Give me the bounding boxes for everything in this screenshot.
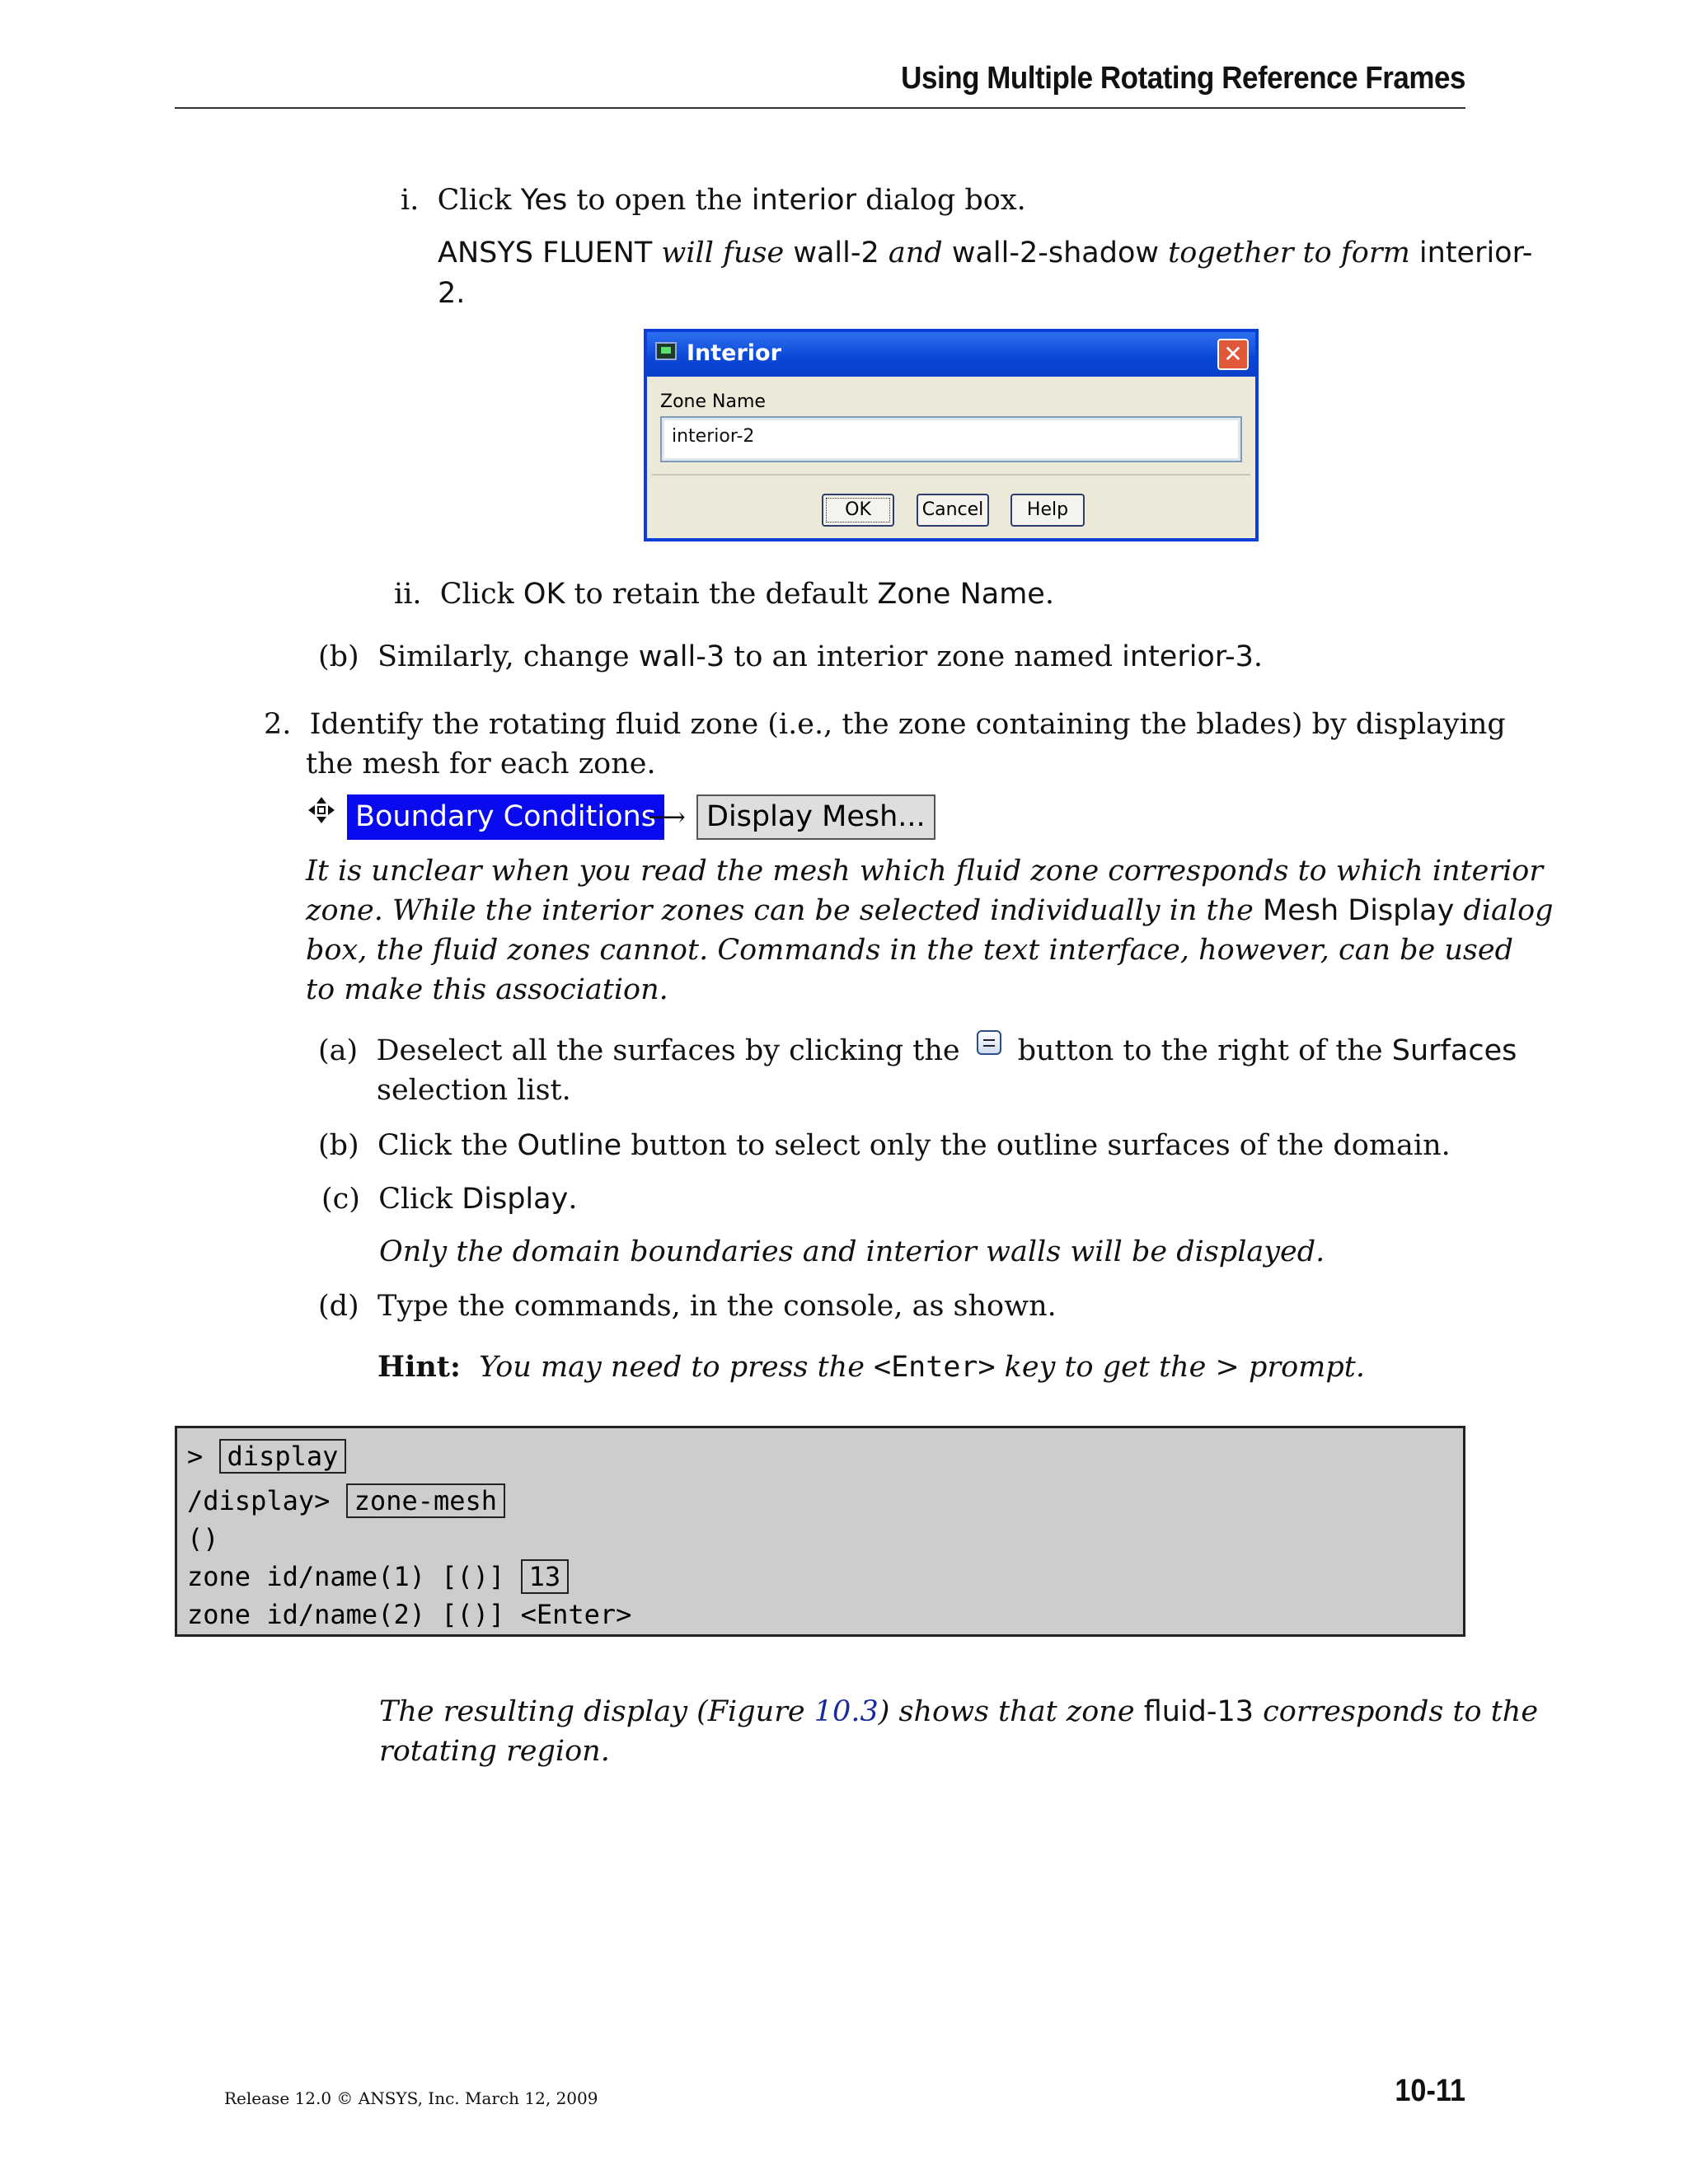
sub-c-marker: (c) <box>321 1183 360 1216</box>
sub-a-line2: selection list. <box>377 1074 571 1107</box>
yes-label: Yes <box>520 184 568 217</box>
console-line-2 <box>187 1483 505 1519</box>
sub-a-post: button to the right of the <box>1017 1034 1392 1067</box>
help-button[interactable]: Help <box>1010 494 1085 527</box>
step-b-post: . <box>1253 640 1264 673</box>
step-b-mid: to an interior zone named <box>724 640 1123 673</box>
mesh-display-label: Mesh Display <box>1263 894 1455 927</box>
sub-d-marker: (d) <box>318 1290 359 1323</box>
wall-2-shadow-label: wall-2-shadow <box>951 237 1160 269</box>
note-line-2c: dialog <box>1454 894 1554 927</box>
step-i <box>401 180 1026 221</box>
step-ii <box>394 574 1054 615</box>
result-pre: The resulting display (Figure <box>379 1695 814 1728</box>
step-i-mid: to open the <box>567 184 752 217</box>
move-icon <box>307 795 336 825</box>
display-mesh-button[interactable]: Display Mesh... <box>696 794 935 840</box>
hint-label: Hint: <box>377 1350 461 1384</box>
interior-label: interior <box>751 184 856 217</box>
sub-a-marker: (a) <box>318 1034 359 1067</box>
note-text: will fuse <box>652 237 794 269</box>
page-number: 10-11 <box>1395 2074 1465 2108</box>
step-i-pre: Click <box>437 184 521 217</box>
note-line-4: to make this association. <box>306 973 668 1006</box>
wall-2-label: wall-2 <box>793 237 879 269</box>
product-name: ANSYS FLUENT <box>438 237 653 269</box>
step-ii-marker: ii. <box>394 578 422 611</box>
note-line-3: box, the fluid zones cannot. Commands in the text interface, however, can be used <box>306 934 1513 967</box>
sub-c-pre: Click <box>378 1183 462 1216</box>
result-line-1 <box>379 1691 1538 1732</box>
hint-pre: You may need to press the <box>479 1351 874 1384</box>
sub-b-pre: Click the <box>377 1129 518 1162</box>
step-2 <box>264 704 1506 745</box>
sub-d-text: Type the commands, in the console, as shown. <box>377 1290 1057 1323</box>
console-prompt: > <box>187 1441 219 1472</box>
note-line-2a: zone. While the interior zones can be selected individually in the <box>306 894 1263 927</box>
console-command: zone-mesh <box>346 1483 505 1518</box>
dialog-titlebar[interactable] <box>647 332 1255 377</box>
sub-a <box>318 1030 1517 1071</box>
note-line-2 <box>306 890 1554 931</box>
sub-c-post: . <box>568 1183 578 1216</box>
sub-c-note: Only the domain boundaries and interior walls will be displayed. <box>379 1235 1325 1268</box>
close-icon[interactable]: ✕ <box>1217 339 1249 370</box>
footer-release: Release 12.0 © ANSYS, Inc. March 12, 2009 <box>224 2088 598 2108</box>
console-prompt: /display> <box>187 1485 346 1516</box>
sub-d <box>318 1286 1057 1327</box>
sub-b-marker: (b) <box>318 1129 359 1162</box>
menu-arrow: ⟶ <box>648 801 686 832</box>
step-i-marker: i. <box>401 184 420 217</box>
boundary-conditions-menu[interactable]: Boundary Conditions <box>347 794 664 840</box>
sub-b-post: button to select only the outline surfaces of the domain. <box>621 1129 1451 1162</box>
interior-2-label: interior- <box>1418 237 1533 269</box>
surfaces-label: Surfaces <box>1391 1034 1517 1067</box>
step-i-note <box>438 232 1532 274</box>
step-2-line1: Identify the rotating fluid zone (i.e., the zone containing the blades) by displaying <box>309 708 1506 741</box>
step-b-top <box>318 636 1263 677</box>
console-command: display <box>219 1439 347 1474</box>
console-line-4 <box>187 1558 569 1595</box>
step-b-marker: (b) <box>318 640 359 673</box>
interior-3-label: interior-3 <box>1122 640 1254 673</box>
sub-c <box>321 1179 577 1220</box>
sub-a-pre: Deselect all the surfaces by clicking the <box>376 1034 960 1067</box>
console-box <box>175 1426 1465 1637</box>
hint <box>377 1347 1365 1388</box>
console-input-value: 13 <box>521 1559 570 1594</box>
step-ii-pre: Click <box>439 578 523 611</box>
ok-button[interactable]: OK <box>822 494 894 527</box>
step-b-pre: Similarly, change <box>377 640 639 673</box>
header-rule <box>175 107 1465 109</box>
hint-post: key to get the > prompt. <box>995 1351 1365 1384</box>
running-header-title: Using Multiple Rotating Reference Frames <box>901 61 1465 96</box>
outline-label: Outline <box>517 1129 622 1162</box>
interior-dialog <box>644 329 1259 541</box>
step-2-marker: 2. <box>264 708 292 741</box>
sub-b <box>318 1125 1451 1166</box>
console-prompt: zone id/name(1) [()] <box>187 1561 521 1592</box>
dialog-title: Interior <box>687 340 781 366</box>
result-post: corresponds to the <box>1254 1695 1539 1728</box>
note-line-1: It is unclear when you read the mesh which fluid zone corresponds to which interior <box>306 855 1544 888</box>
zone-name-ref: Zone Name <box>877 578 1045 611</box>
result-mid: ) shows that zone <box>878 1695 1144 1728</box>
console-line-5: zone id/name(2) [()] <Enter> <box>187 1599 632 1630</box>
display-label: Display <box>462 1183 569 1216</box>
step-i-post: dialog box. <box>856 184 1026 217</box>
dialog-separator <box>652 474 1250 476</box>
enter-key: <Enter> <box>874 1351 996 1384</box>
step-2-line2: the mesh for each zone. <box>306 748 656 780</box>
zone-name-input[interactable]: interior-2 <box>660 416 1242 462</box>
console-line-1 <box>187 1438 346 1474</box>
note-text: together to form <box>1159 237 1419 269</box>
step-ii-post: . <box>1044 578 1054 611</box>
result-line-2: rotating region. <box>379 1735 610 1768</box>
note-text: and <box>879 237 952 269</box>
app-icon <box>655 342 677 360</box>
figure-link[interactable]: 10.3 <box>814 1695 879 1728</box>
zone-name-label: Zone Name <box>660 391 766 412</box>
step-ii-mid: to retain the default <box>565 578 878 611</box>
fluid-13-label: fluid-13 <box>1143 1695 1254 1728</box>
ok-label: OK <box>523 578 565 611</box>
wall-3-label: wall-3 <box>638 640 725 673</box>
deselect-all-icon <box>977 1030 1001 1055</box>
step-i-note-cont: 2. <box>438 277 466 310</box>
console-line-3: () <box>187 1523 219 1554</box>
cancel-button[interactable]: Cancel <box>917 494 989 527</box>
